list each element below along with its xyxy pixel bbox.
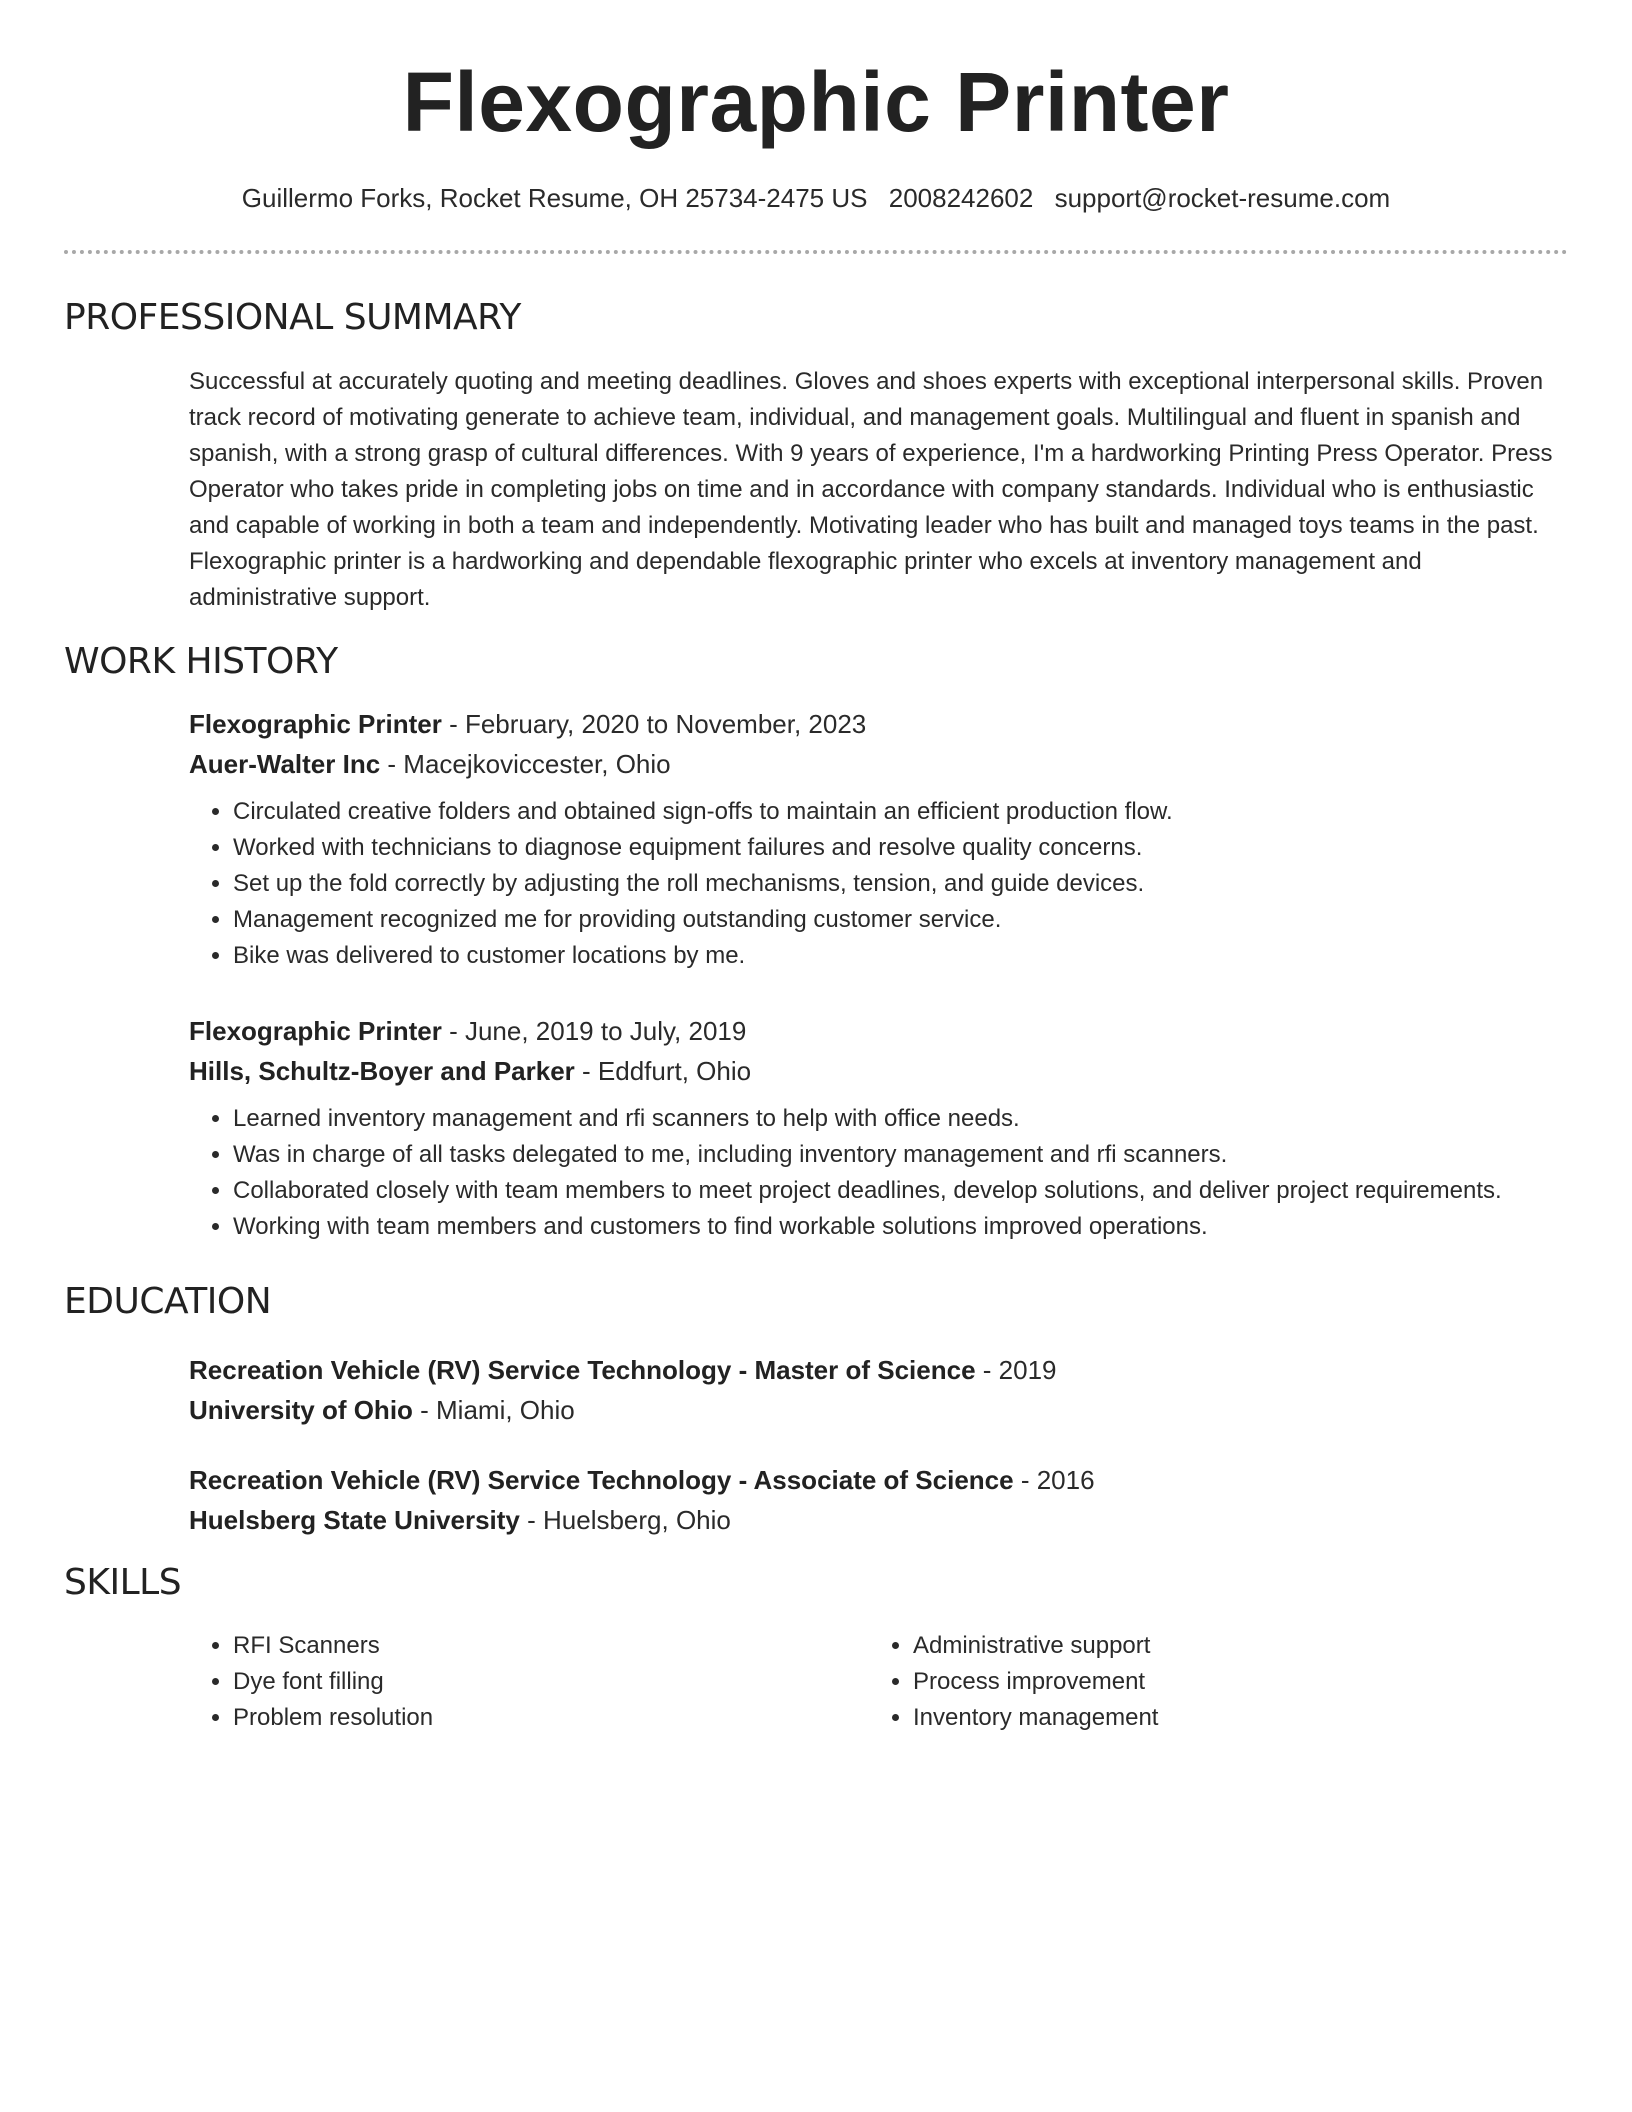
education-degree-line bbox=[189, 1350, 1569, 1390]
job-company-line bbox=[189, 744, 1569, 784]
education-school-line bbox=[189, 1500, 1569, 1540]
job-dates: - February, 2020 to November, 2023 bbox=[441, 709, 867, 739]
contact-phone: 2008242602 bbox=[888, 183, 1034, 213]
skills-list bbox=[189, 1628, 1569, 1736]
list-item: • Was in charge of all tasks delegated to me, including inventory management and rfi scanners. bbox=[233, 1137, 1569, 1173]
section-title-summary: PROFESSIONAL SUMMARY bbox=[64, 297, 521, 338]
education-entry bbox=[189, 1460, 1569, 1540]
list-item: • Process improvement bbox=[913, 1664, 1549, 1700]
education-degree-line bbox=[189, 1460, 1569, 1500]
job-company-line bbox=[189, 1051, 1569, 1091]
job-company: Hills, Schultz-Boyer and Parker bbox=[189, 1056, 575, 1086]
skills-column-right bbox=[869, 1628, 1549, 1736]
job-location: - Macejkoviccester, Ohio bbox=[380, 749, 671, 779]
list-item: • Set up the fold correctly by adjusting the roll mechanisms, tension, and guide devices. bbox=[233, 866, 1569, 902]
job-company: Auer-Walter Inc bbox=[189, 749, 381, 779]
list-item: • Bike was delivered to customer locations by me. bbox=[233, 938, 1569, 974]
job-title-line bbox=[189, 1011, 1569, 1051]
list-item: • Inventory management bbox=[913, 1700, 1549, 1736]
list-item: • RFI Scanners bbox=[233, 1628, 869, 1664]
skills-column-left bbox=[189, 1628, 869, 1736]
section-title-skills: SKILLS bbox=[64, 1562, 182, 1603]
summary-text: Successful at accurately quoting and meeting deadlines. Gloves and shoes experts with exceptional interpersonal skills. Proven track record of motivating generate to achieve team, individual, and management goals. Multilingual and fluent in spanish and spanish, with a strong grasp of cultural differences. With 9 years of experience, I'm a hardworking Printing Press Operator. Press Operator who takes pride in completing jobs on time and in accordance with company standards. Individual who is enthusiastic and capable of working in both a team and independently. Motivating leader who has built and managed toys teams in the past. Flexographic printer is a hardworking and dependable flexographic printer who excels at inventory management and administrative support. bbox=[189, 368, 1553, 611]
list-item: • Working with team members and customers to find workable solutions improved operations. bbox=[233, 1209, 1569, 1245]
education-entry bbox=[189, 1350, 1569, 1430]
list-item: • Dye font filling bbox=[233, 1664, 869, 1700]
education-location: - Huelsberg, Ohio bbox=[519, 1505, 731, 1535]
job-dates: - June, 2019 to July, 2019 bbox=[441, 1016, 747, 1046]
list-item: • Administrative support bbox=[913, 1628, 1549, 1664]
contact-email: support@rocket-resume.com bbox=[1054, 183, 1391, 213]
job-entry bbox=[189, 1011, 1569, 1245]
header-divider bbox=[64, 250, 1568, 254]
list-item: • Collaborated closely with team members to meet project deadlines, develop solutions, and deliver project requirements. bbox=[233, 1173, 1569, 1209]
job-bullets bbox=[189, 794, 1569, 974]
job-entry bbox=[189, 704, 1569, 974]
education-year: - 2019 bbox=[975, 1355, 1057, 1385]
section-title-work-history: WORK HISTORY bbox=[64, 641, 338, 682]
education-year: - 2016 bbox=[1013, 1465, 1095, 1495]
education-school-line bbox=[189, 1390, 1569, 1430]
contact-info bbox=[0, 180, 1632, 216]
section-title-education: EDUCATION bbox=[64, 1281, 272, 1322]
job-location: - Eddfurt, Ohio bbox=[574, 1056, 752, 1086]
list-item: • Worked with technicians to diagnose equipment failures and resolve quality concerns. bbox=[233, 830, 1569, 866]
job-title-line bbox=[189, 704, 1569, 744]
education-location: - Miami, Ohio bbox=[412, 1395, 575, 1425]
list-item: • Learned inventory management and rfi scanners to help with office needs. bbox=[233, 1101, 1569, 1137]
list-item: • Circulated creative folders and obtained sign-offs to maintain an efficient production flow. bbox=[233, 794, 1569, 830]
resume-title: Flexographic Printer bbox=[402, 55, 1230, 149]
education-school: University of Ohio bbox=[189, 1395, 413, 1425]
job-role: Flexographic Printer bbox=[189, 1016, 442, 1046]
job-bullets bbox=[189, 1101, 1569, 1245]
education-school: Huelsberg State University bbox=[189, 1505, 520, 1535]
education-degree: Recreation Vehicle (RV) Service Technology - Master of Science bbox=[189, 1355, 976, 1385]
education-degree: Recreation Vehicle (RV) Service Technology - Associate of Science bbox=[189, 1465, 1014, 1495]
list-item: • Problem resolution bbox=[233, 1700, 869, 1736]
job-role: Flexographic Printer bbox=[189, 709, 442, 739]
contact-address: Guillermo Forks, Rocket Resume, OH 25734-2475 US bbox=[241, 183, 868, 213]
list-item: • Management recognized me for providing outstanding customer service. bbox=[233, 902, 1569, 938]
